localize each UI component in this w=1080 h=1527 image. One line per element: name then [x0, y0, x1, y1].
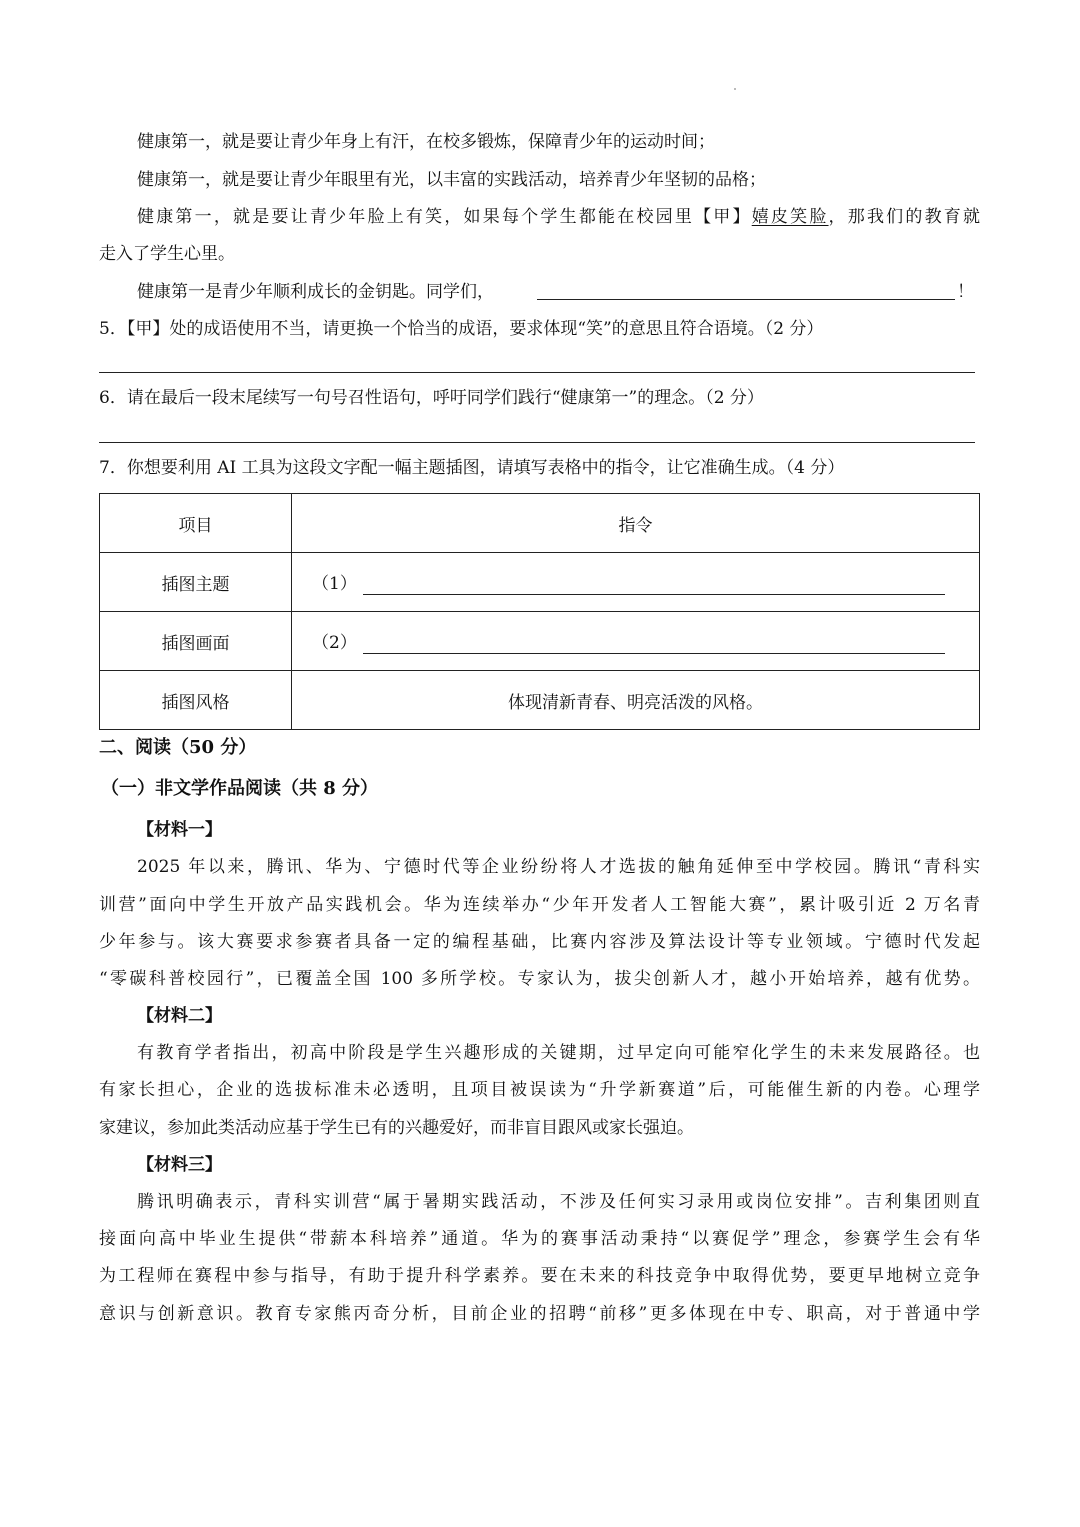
- material-1-line: 少年参与。该大赛要求参赛者具备一定的编程基础，比赛内容涉及算法设计等专业领域。宁德时代发起: [99, 932, 980, 952]
- question-5: 5．【甲】处的成语使用不当，请更换一个恰当的成语，要求体现“笑”的意思且符合语境。（2 分）: [99, 319, 824, 339]
- question-7: 7．你想要利用 AI 工具为这段文字配一幅主题插图，请填写表格中的指令，让它准确生成。（4 分）: [99, 458, 845, 478]
- material-1-heading: 【材料一】: [137, 820, 222, 840]
- table-row: [100, 494, 980, 553]
- row-cmd-theme: （1）: [292, 553, 980, 612]
- ai-command-table: [99, 493, 980, 730]
- scan-speck: [734, 88, 736, 90]
- material-3-heading: 【材料三】: [137, 1155, 222, 1175]
- row-item-scene: 插图画面: [100, 612, 292, 671]
- table-row: [100, 553, 980, 612]
- passage-line-1: 健康第一，就是要让青少年身上有汗，在校多锻炼，保障青少年的运动时间；: [137, 132, 715, 152]
- answer-blank-1[interactable]: [363, 576, 945, 595]
- table-row: [100, 612, 980, 671]
- question-6: 6．请在最后一段末尾续写一句号召性语句，呼吁同学们践行“健康第一”的理念。（2 分）: [99, 388, 764, 408]
- material-3-line: 腾讯明确表示，青科实训营“属于暑期实践活动，不涉及任何实习录用或岗位安排”。吉利集团则直: [137, 1192, 980, 1212]
- material-1-line: 2025 年以来，腾讯、华为、宁德时代等企业纷纷将人才选拔的触角延伸至中学校园。腾讯“青科实: [137, 857, 980, 877]
- passage-line-3: 健康第一，就是要让青少年脸上有笑，如果每个学生都能在校园里【甲】嬉皮笑脸，那我们的教育就: [137, 207, 981, 227]
- passage-line-5: 健康第一是青少年顺利成长的金钥匙。同学们，: [137, 282, 494, 302]
- section-subtitle: （一）非文学作品阅读（共 8 分）: [101, 778, 379, 799]
- material-3-line: 为工程师在赛程中参与指导，有助于提升科学素养。要在未来的科技竞争中取得优势，要更早地树立竞争: [99, 1266, 980, 1286]
- material-3-line: 意识与创新意识。教育专家熊丙奇分析，目前企业的招聘“前移”更多体现在中专、职高，对于普通中学: [99, 1304, 980, 1324]
- material-2-line: 有家长担心，企业的选拔标准未必透明，且项目被误读为“升学新赛道”后，可能催生新的内卷。心理学: [99, 1080, 980, 1100]
- section-title: 二、阅读（50 分）: [99, 737, 257, 758]
- passage-blank[interactable]: [537, 299, 955, 300]
- passage-exclaim: ！: [957, 282, 974, 302]
- answer-line-6[interactable]: [99, 442, 975, 443]
- table-header-cmd: 指令: [292, 494, 980, 553]
- material-2-heading: 【材料二】: [137, 1006, 222, 1026]
- row-cmd-style: 体现清新青春、明亮活泼的风格。: [292, 671, 980, 730]
- row-cmd-scene: （2）: [292, 612, 980, 671]
- material-1-line: 训营”面向中学生开放产品实践机会。华为连续举办“少年开发者人工智能大赛”，累计吸引近 2 万名青: [99, 895, 980, 915]
- answer-blank-2[interactable]: [363, 635, 945, 654]
- idiom-jia: 嬉皮笑脸: [751, 207, 829, 227]
- material-1-line: “零碳科普校园行”，已覆盖全国 100 多所学校。专家认为，拔尖创新人才，越小开始培养，越有优势。: [99, 969, 980, 989]
- material-3-line: 接面向高中毕业生提供“带薪本科培养”通道。华为的赛事活动秉持“以赛促学”理念，参赛学生会有华: [99, 1229, 980, 1249]
- material-2-line: 有教育学者指出，初高中阶段是学生兴趣形成的关键期，过早定向可能窄化学生的未来发展路径。也: [137, 1043, 980, 1063]
- row-item-theme: 插图主题: [100, 553, 292, 612]
- passage-line-4: 走入了学生心里。: [99, 244, 235, 264]
- material-2-line: 家建议，参加此类活动应基于学生已有的兴趣爱好，而非盲目跟风或家长强迫。: [99, 1118, 694, 1138]
- passage-line-2: 健康第一，就是要让青少年眼里有光，以丰富的实践活动，培养青少年坚韧的品格；: [137, 170, 766, 190]
- table-header-item: 项目: [100, 494, 292, 553]
- row-item-style: 插图风格: [100, 671, 292, 730]
- answer-line-5[interactable]: [99, 372, 975, 373]
- table-row: [100, 671, 980, 730]
